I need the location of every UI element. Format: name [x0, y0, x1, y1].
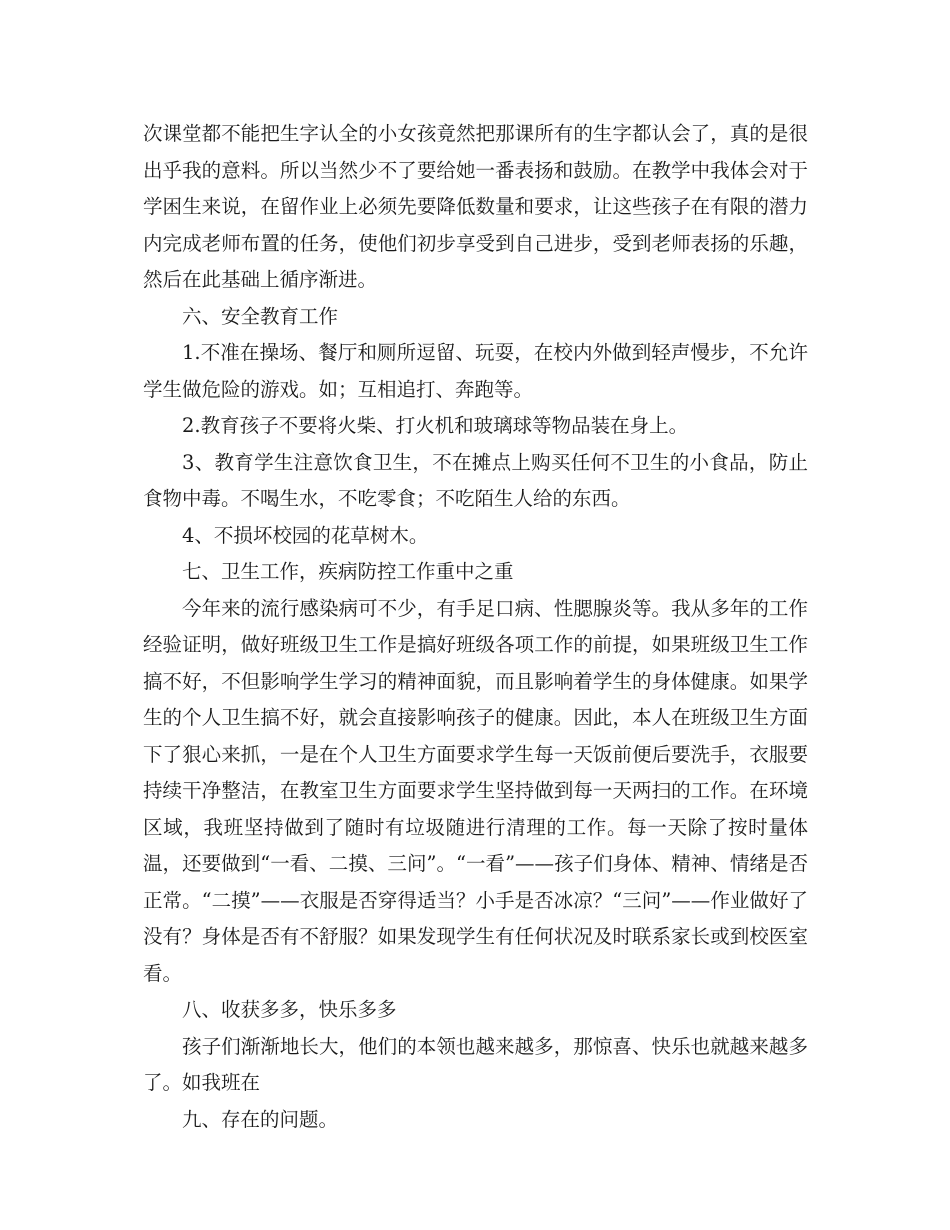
list-item-safety-2: 2.教育孩子不要将火柴、打火机和玻璃球等物品装在身上。 — [182, 414, 689, 437]
section-heading-harvest: 八、收获多多，快乐多多 — [182, 998, 397, 1021]
section-heading-safety: 六、安全教育工作 — [182, 304, 339, 328]
list-item-safety-3: 3、教育学生注意饮食卫生，不在摊点上购买任何不卫生的小食品，防止食物中毒。不喝生水，不吃零食；不吃陌生人给的东西。 — [143, 450, 808, 510]
paragraph-continuation: 次课堂都不能把生字认全的小女孩竟然把那课所有的生字都认会了，真的是很出乎我的意料。所以当然少不了要给她一番表扬和鼓励。在教学中我体会对于学困生来说，在留作业上必须先要降低数量和要求，让这些孩子在有限的潜力内完成老师布置的任务，使他们初步享受到自己进步，受到老师表扬的乐趣，然后在此基础上循序渐进。 — [143, 122, 808, 291]
paragraph-harvest: 孩子们渐渐地长大，他们的本领也越来越多，那惊喜、快乐也就越来越多了。如我班在 — [143, 1034, 808, 1094]
document-body — [143, 116, 808, 1138]
list-item-safety-1: 1.不准在操场、餐厅和厕所逗留、玩耍，在校内外做到轻声慢步，不允许学生做危险的游戏。如；互相追打、奔跑等。 — [143, 341, 808, 401]
section-heading-hygiene: 七、卫生工作，疾病防控工作重中之重 — [182, 560, 514, 583]
section-heading-problems: 九、存在的问题。 — [182, 1107, 339, 1131]
list-item-safety-4: 4、不损坏校园的花草树木。 — [182, 523, 429, 547]
paragraph-hygiene: 今年来的流行感染病可不少，有手足口病、性腮腺炎等。我从多年的工作经验证明，做好班级卫生工作是搞好班级各项工作的前提，如果班级卫生工作搞不好，不但影响学生学习的精神面貌，而且影响着学生的身体健康。如果学生的个人卫生搞不好，就会直接影响孩子的健康。因此，本人在班级卫生方面下了狠心来抓，一是在个人卫生方面要求学生每一天饭前便后要洗手，衣服要持续干净整洁，在教室卫生方面要求学生坚持做到每一天两扫的工作。在环境区域，我班坚持做到了随时有垃圾随进行清理的工作。每一天除了按时量体温，还要做到“一看、二摸、三问”。“一看”——孩子们身体、精神、情绪是否正常。“二摸”——衣服是否穿得适当？小手是否冰凉？“三问”——作业做好了没有？身体是否有不舒服？如果发现学生有任何状况及时联系家长或到校医室看。 — [143, 596, 808, 985]
